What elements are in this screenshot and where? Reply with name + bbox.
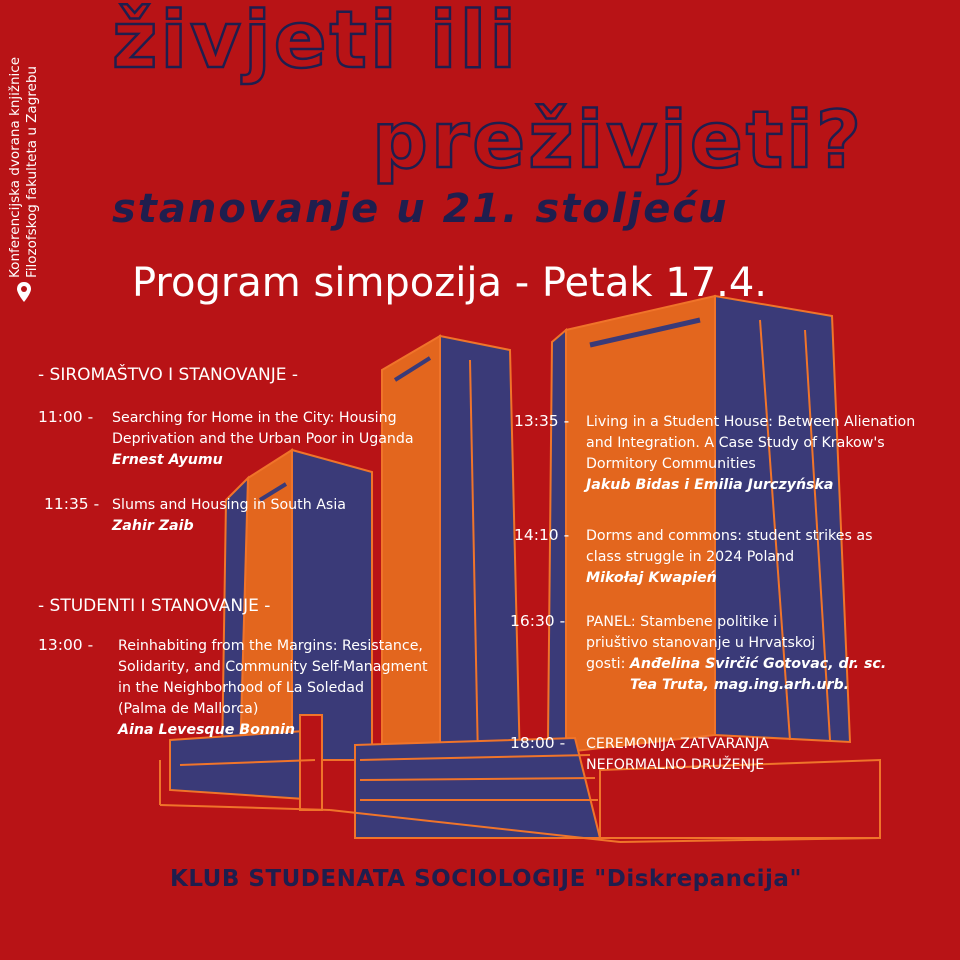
title-line-1: živjeti ili: [112, 0, 520, 86]
title-line-2: preživjeti?: [372, 96, 865, 186]
event-time: 11:00 -: [38, 408, 94, 426]
venue-line-2: Filozofskog fakulteta u Zagrebu: [24, 66, 40, 278]
event-title-line: Dorms and commons: student strikes as: [586, 528, 873, 544]
event-speaker: Ernest Ayumu: [112, 452, 223, 468]
section-poverty: - SIROMAŠTVO I STANOVANJE -: [38, 365, 299, 385]
event-title-line: Searching for Home in the City: Housing: [112, 410, 397, 426]
venue-label: [2, 0, 46, 300]
event-title-line: NEFORMALNO DRUŽENJE: [586, 757, 765, 773]
event-speaker: Mikołaj Kwapień: [586, 570, 717, 586]
event-title-line: Dormitory Communities: [586, 456, 756, 472]
location-pin-icon: [16, 281, 32, 303]
event-title-line: Solidarity, and Community Self-Managment: [118, 659, 428, 675]
event-speaker: Jakub Bidas i Emilia Jurczyńska: [586, 477, 834, 493]
event-title-line: (Palma de Mallorca): [118, 701, 259, 717]
event-title-line: CEREMONIJA ZATVARANJA: [586, 736, 769, 752]
event-title-line: Deprivation and the Urban Poor in Uganda: [112, 431, 414, 447]
event-time: 11:35 -: [44, 495, 100, 513]
event-title-line: Slums and Housing in South Asia: [112, 497, 346, 513]
program-heading: Program simpozija - Petak 17.4.: [132, 260, 768, 306]
event-title-line: in the Neighborhood of La Soledad: [118, 680, 365, 696]
event-time: 13:35 -: [514, 412, 570, 430]
event-title-line: Reinhabiting from the Margins: Resistance,: [118, 638, 423, 654]
event-guest: Tea Truta, mag.ing.arh.urb.: [630, 677, 849, 693]
guests-label: gosti:: [586, 656, 626, 672]
event-title-line: class struggle in 2024 Poland: [586, 549, 795, 565]
event-speaker: Zahir Zaib: [112, 518, 194, 534]
event-guest: Anđelina Svirčić Gotovac, dr. sc.: [629, 656, 887, 672]
section-students: - STUDENTI I STANOVANJE -: [38, 596, 271, 616]
event-time: 14:10 -: [514, 526, 570, 544]
subtitle: stanovanje u 21. stoljeću: [112, 186, 729, 232]
event-title-line: Living in a Student House: Between Alienation: [586, 414, 916, 430]
event-time: 16:30 -: [510, 612, 566, 630]
event-title-line: and Integration. A Case Study of Krakow's: [586, 435, 885, 451]
venue-line-1: Konferencijska dvorana knjižnice: [7, 56, 23, 278]
event-time: 18:00 -: [510, 734, 566, 752]
event-title-line: PANEL: Stambene politike i: [586, 614, 778, 630]
event-speaker: Aina Levesque Bonnin: [118, 722, 295, 738]
organizer-footer: KLUB STUDENATA SOCIOLOGIJE "Diskrepancija": [170, 866, 802, 892]
event-time: 13:00 -: [38, 636, 94, 654]
event-title-line: priuštivo stanovanje u Hrvatskoj: [586, 635, 816, 651]
